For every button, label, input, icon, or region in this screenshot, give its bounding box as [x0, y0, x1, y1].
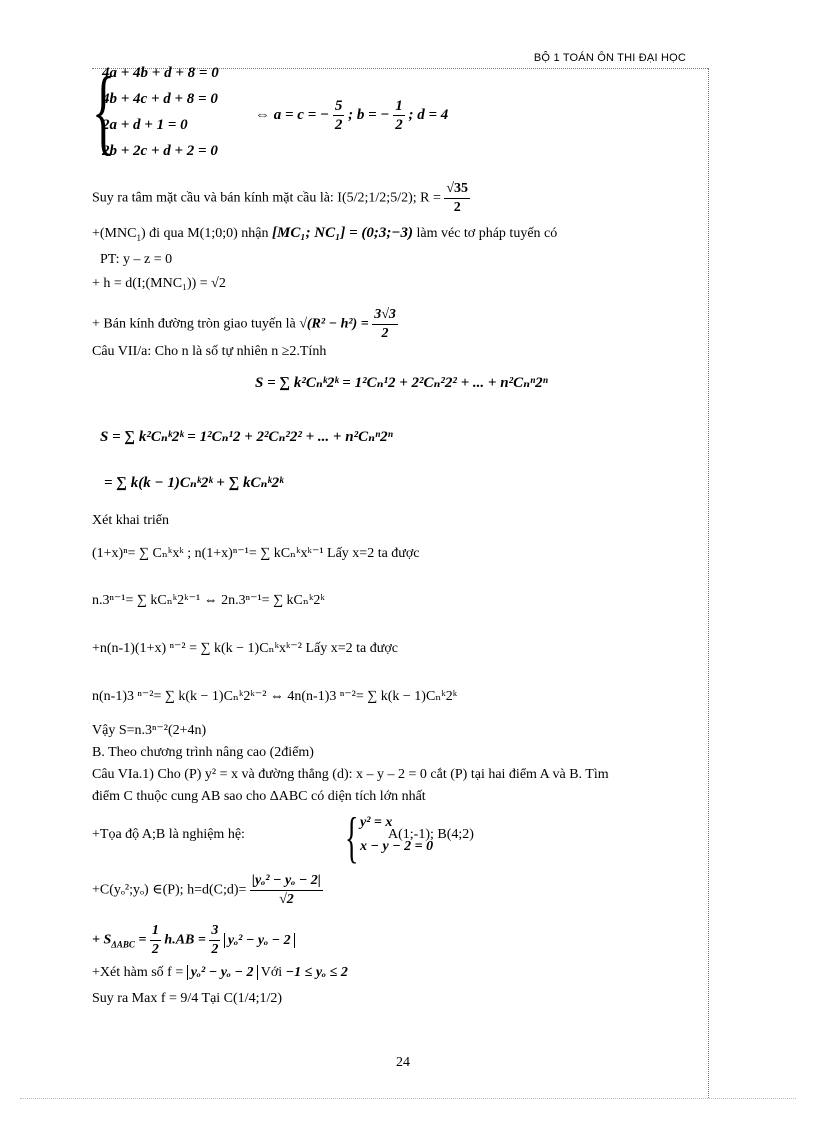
part-b-heading: B. Theo chương trình nâng cao (2điểm) [92, 745, 314, 760]
right-margin-line [708, 68, 709, 1098]
equation-line: 4b + 4c + d + 8 = 0 [102, 91, 218, 107]
question-7a: Câu VII/a: Cho n là số tự nhiên n ≥2.Tính [92, 344, 327, 359]
plane-equation: PT: y – z = 0 [100, 252, 173, 267]
intersection-radius-line: + Bán kính đường tròn giao tuyến là √(R² − h²) = $\frac{3√3}{2}$ [92, 307, 396, 341]
system-solution: ⇔ a = c = − $\frac{5}{2}$ ; b = − $\frac{1}{2}$ ; d = 4 [255, 98, 449, 133]
area-line: + $S_{\Delta ABC}$ = $\frac{1}{2}$ h.AB = $\frac{3}{2}$ yₒ² − yₒ − 2 [92, 922, 295, 959]
equation-line: 2a + d + 1 = 0 [102, 117, 188, 133]
center-radius-line: Suy ra tâm mặt cầu và bán kính mặt cầu là: I(5/2;1/2;5/2); R = $\frac{√35}{2}$ [92, 181, 469, 215]
equation-line: 4a + 4b + d + 8 = 0 [102, 65, 219, 81]
max-result: Suy ra Max f = 9/4 Tại C(1/4;1/2) [92, 991, 283, 1006]
sum-definition: S = ∑ k²Cₙᵏ2ᵏ = 1²Cₙ¹2 + 2²Cₙ²2² + ... + n²Cₙⁿ2ⁿ [255, 375, 548, 391]
intersection-text: +Tọa độ A;B là nghiệm hệ: [92, 827, 245, 842]
expansion-heading: Xét khai triển [92, 513, 169, 528]
bottom-margin-line [20, 1098, 796, 1099]
equation-line: 2b + 2c + d + 2 = 0 [102, 143, 218, 159]
page-header: BỘ 1 TOÁN ÔN THI ĐẠI HỌC [533, 52, 686, 64]
expansion-line-1: (1+x)ⁿ= ∑ Cₙᵏxᵏ ; n(1+x)ⁿ⁻¹= ∑ kCₙᵏxᵏ⁻¹ Lấy x=2 ta được [92, 546, 420, 561]
question-6a-line-2: điểm C thuộc cung AB sao cho ΔABC có diện tích lớn nhất [92, 789, 426, 804]
function-line: +Xét hàm số f = yₒ² − yₒ − 2 Với −1 ≤ yₒ ≤ 2 [92, 965, 348, 980]
expansion-line-4: n(n-1)3 ⁿ⁻²= ∑ k(k − 1)Cₙᵏ2ᵏ⁻² ⇔ 4n(n-1)3 ⁿ⁻²= ∑ k(k − 1)Cₙᵏ2ᵏ [92, 689, 458, 704]
sum-split: = ∑ k(k − 1)Cₙᵏ2ᵏ + ∑ kCₙᵏ2ᵏ [104, 475, 284, 491]
sum-definition-repeat: S = ∑ k²Cₙᵏ2ᵏ = 1²Cₙ¹2 + 2²Cₙ²2² + ... + n²Cₙⁿ2ⁿ [100, 429, 393, 445]
question-6a-line-1: Câu VIa.1) Cho (P) y² = x và đường thẳng (d): x – y – 2 = 0 cắt (P) tại hai điểm A và B. Tìm [92, 767, 609, 782]
distance-line: + h = d(I;(MNC₁)) = √2 [92, 276, 226, 291]
point-c-line: +C(yₒ²;yₒ) ∈(P); h=d(C;d)= $\frac{\text{|yₒ² − yₒ − 2|}}{√2}$ [92, 873, 321, 907]
left-brace: { [345, 807, 359, 869]
expansion-line-2: n.3ⁿ⁻¹= ∑ kCₙᵏ2ᵏ⁻¹ ⇔ 2n.3ⁿ⁻¹= ∑ kCₙᵏ2ᵏ [92, 593, 325, 608]
system-equation: x − y − 2 = 0 [360, 839, 434, 854]
expansion-line-3: +n(n-1)(1+x) ⁿ⁻² = ∑ k(k − 1)Cₙᵏxᵏ⁻² Lấy x=2 ta được [92, 641, 398, 656]
plane-line: $+(MNC_1)$ đi qua M(1;0;0) nhận [MC₁; NC₁] = (0;3;−3) làm véc tơ pháp tuyến có [92, 225, 558, 243]
page-number: 24 [396, 1055, 410, 1070]
left-brace: { [92, 57, 116, 164]
system-equation: y² = x [360, 815, 393, 830]
conclusion-s: Vậy S=n.3ⁿ⁻²(2+4n) [92, 723, 207, 738]
points-ab: A(1;-1); B(4;2) [388, 827, 474, 842]
